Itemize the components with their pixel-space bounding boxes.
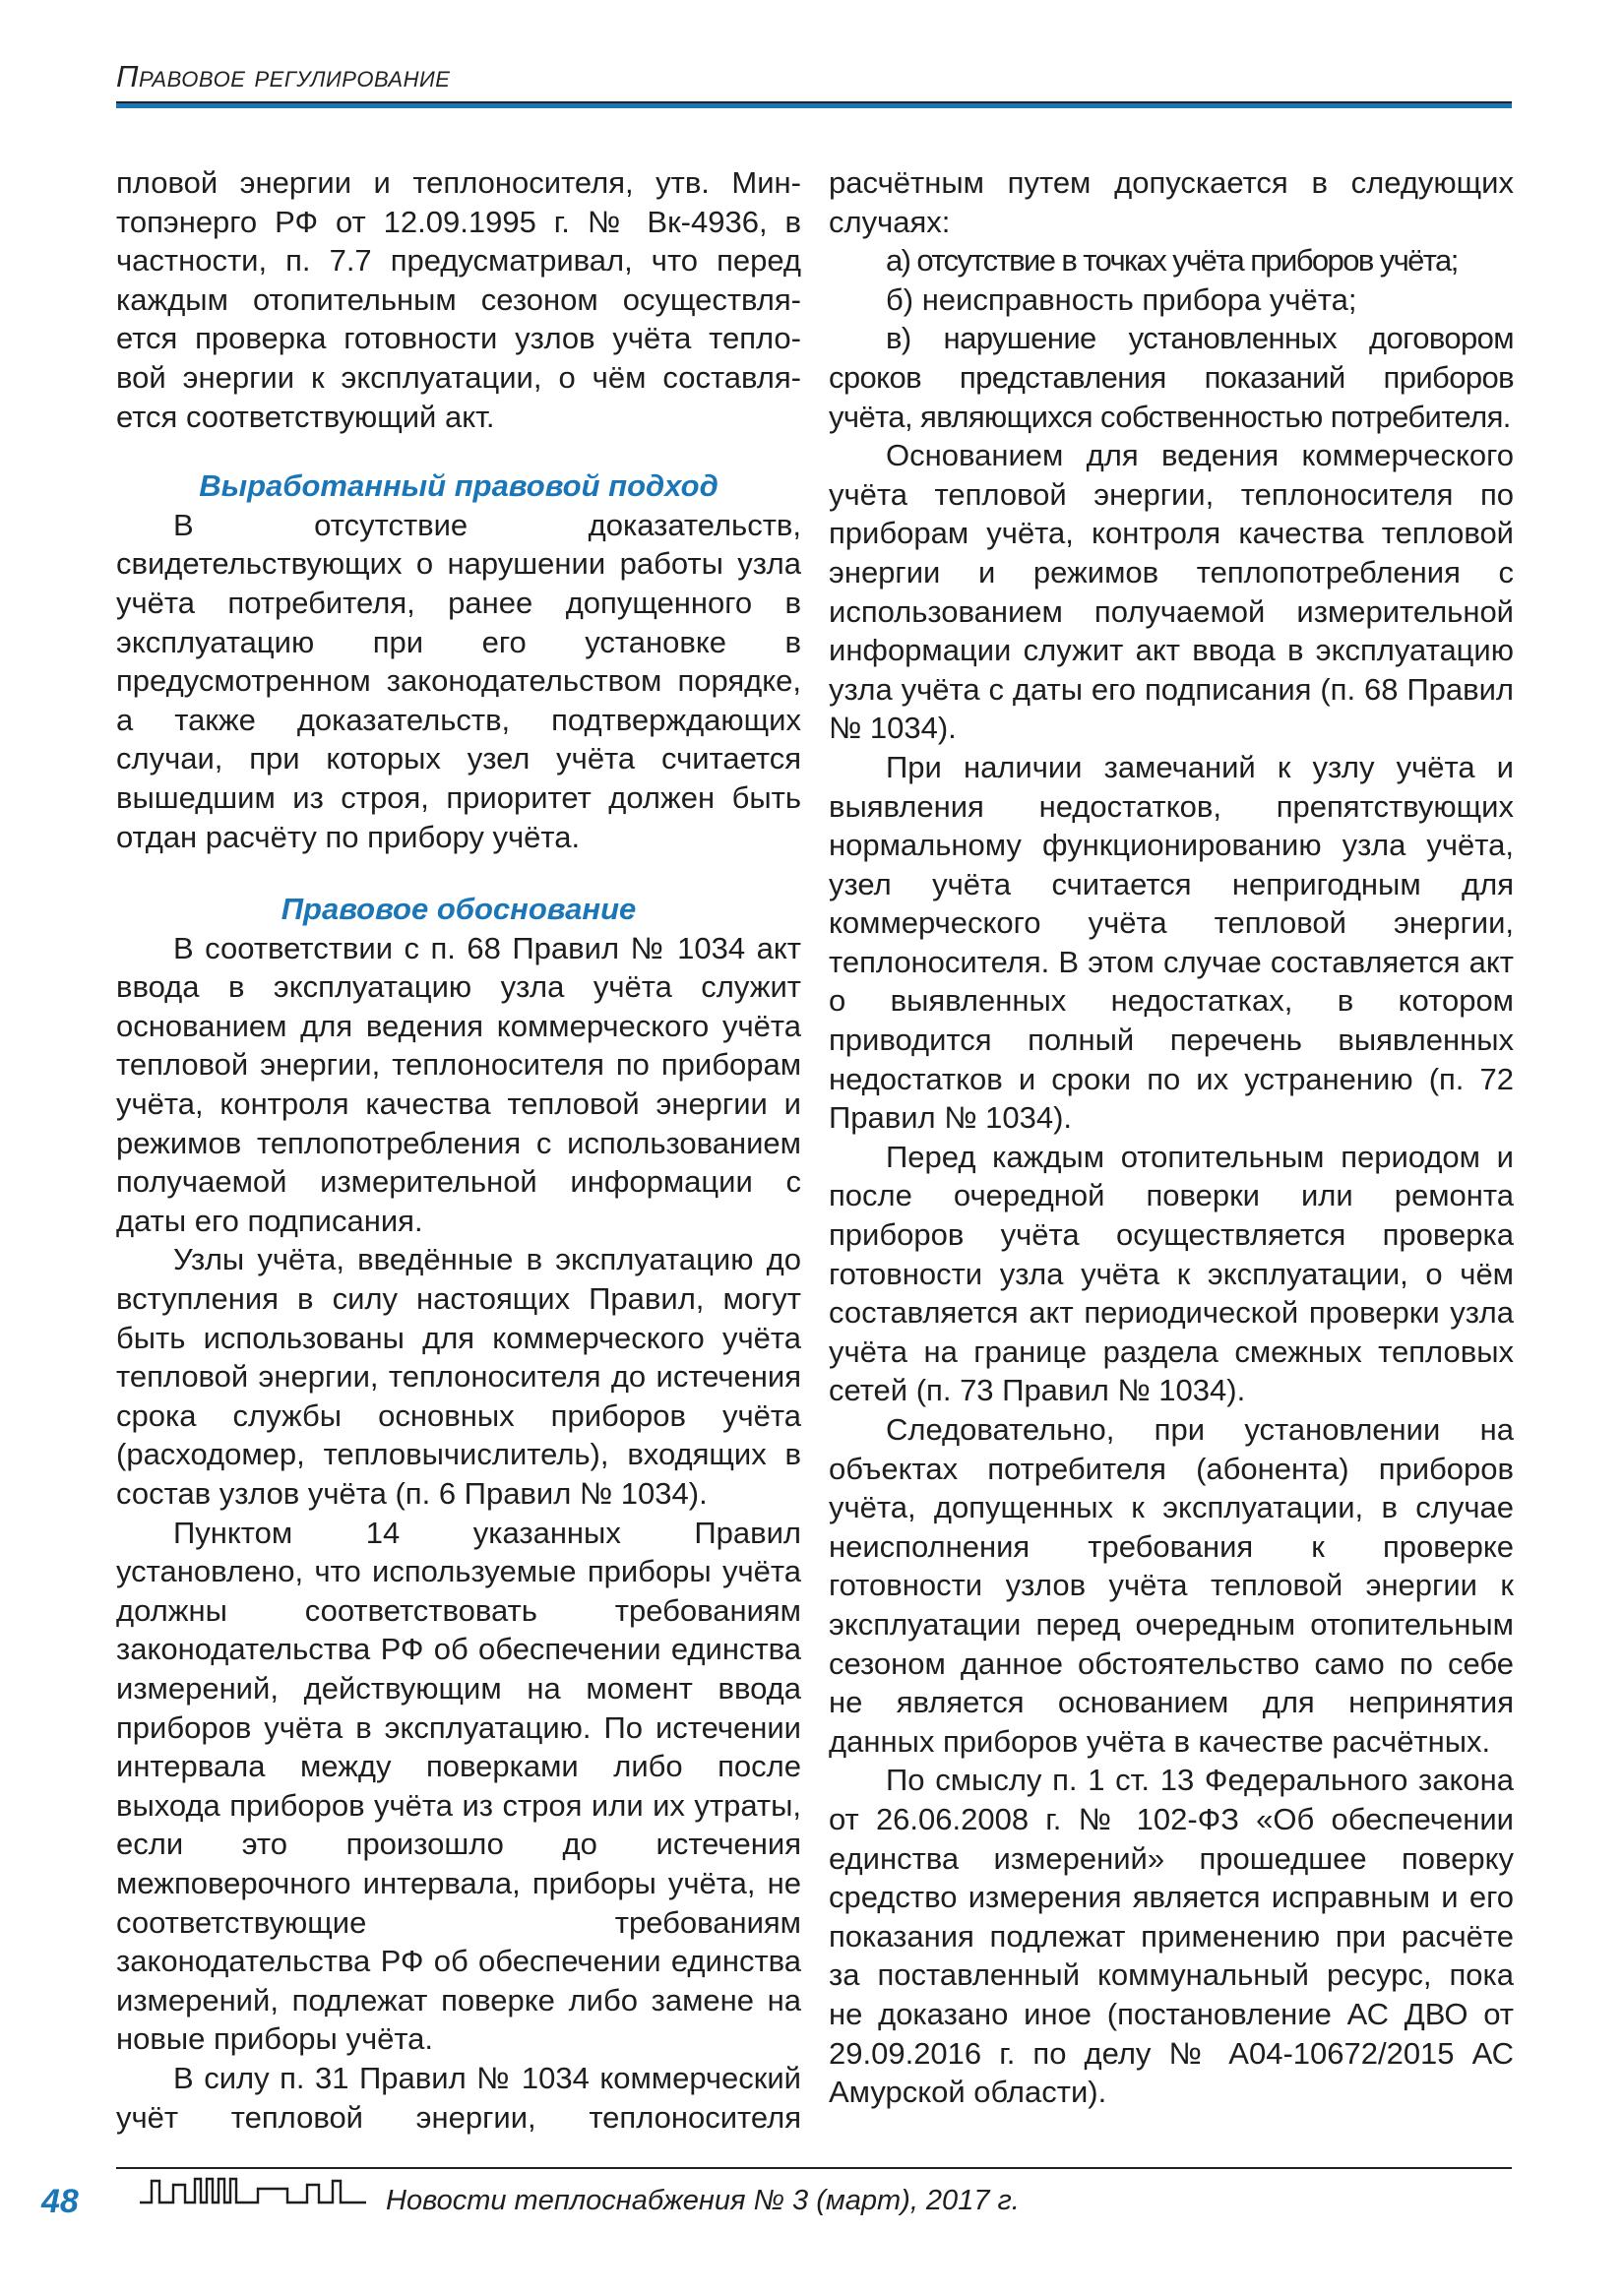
journal-title: Новости теплоснабжения № 3 (март), 2017 г. (386, 2185, 1020, 2216)
paragraph: В силу п. 31 Правил № 1034 коммерческий учёт тепловой энергии, теплоносителя (116, 2060, 801, 2135)
paragraph: Узлы учёта, введённые в эксплуатацию до вступления в силу настоящих Правил, могут быть использованы для коммерческого учёта тепловой энергии, теплоносителя до истечения срока службы основных приборов учёта (расходомер, тепловычислитель), входящих в состав узлов учёта (п. 6 Правил № 1034). (116, 1242, 801, 1511)
subheading-justification: Правовое обоснование (281, 892, 637, 927)
text-line: каждым отопительным сезоном осуществля- (116, 281, 801, 317)
text-line: ется проверка готовности узлов учёта тепло- (116, 321, 801, 356)
paragraph: Следовательно, при установлении на объектах потребителя (абонента) приборов учёта, допущенных к эксплуатации, в случае неисполнения требования к проверке готовности узлов учёта тепловой энергии к эксплуатации перед очередным отопительным сезоном данное обстоятельство само по себе не является основанием для непринятия данных приборов учёта в качестве расчётных. (829, 1412, 1514, 1759)
paragraph: Основанием для ведения коммерческого учёта тепловой энергии, теплоносителя по приборам учёта, контроля качества тепловой энергии и режимов теплопотребления с использованием получаемой измерительной информации служит акт ввода в эксплуатацию узла учёта с даты его подписания (п. 68 Правил № 1034). (829, 438, 1514, 746)
left-column (116, 163, 801, 2137)
footer-rule (116, 2167, 1512, 2169)
text-line: пловой энергии и теплоносителя, утв. Мин- (116, 165, 801, 200)
text-line: ется соответствующий акт. (116, 399, 495, 434)
paragraph: По смыслу п. 1 ст. 13 Федерального закона от 26.06.2008 г. № 102-ФЗ «Об обеспечении единства измерений» прошедшее поверку средство измерения является исправным и его показания подлежат применению при расчёте за поставленный коммунальный ресурс, пока не доказано иное (постановление АС ДВО от 29.09.2016 г. по делу № А04-10672/2015 АС Амурской области). (829, 1763, 1514, 2110)
paragraph: При наличии замечаний к узлу учёта и выявления недостатков, препятствующих нормальному функционированию узла учёта, узел учёта считается непригодным для коммерческого учёта тепловой энергии, теплоносителя. В этом случае составляется акт о выявленных недостатках, в котором приводится полный перечень выявленных недостатков и сроки по их устранению (п. 72 Правил № 1034). (829, 749, 1514, 1136)
text-line: вой энергии к эксплуатации, о чём составля- (116, 359, 801, 395)
list-item-b: б) неисправность прибора учёта; (886, 281, 1357, 317)
paragraph: В соответствии с п. 68 Правил № 1034 акт ввода в эксплуатацию узла учёта служит основанием для ведения коммерческого учёта тепловой энергии, теплоносителя по приборам учёта, контроля качества тепловой энергии и режимов теплопотребления с использованием получаемой измерительной информации с даты его подписания. (116, 930, 801, 1238)
paragraph: В отсутствие доказательств, свидетельствующих о нарушении работы узла учёта потребителя, ранее допущенного в эксплуатацию при его установке в предусмотренном законодательством порядке, а также доказательств, подтверждающих случаи, при которых узел учёта считается вышедшим из строя, приоритет должен быть отдан расчёту по прибору учёта. (116, 507, 801, 854)
pulse-logo-icon (140, 2173, 366, 2206)
text-line: частности, п. 7.7 предусматривал, что перед (116, 243, 801, 279)
paragraph: Перед каждым отопительным периодом и после очередной поверки или ремонта приборов учёта осуществляется проверка готовности узла учёта к эксплуатации, о чём составляется акт периодической проверки узла учёта на границе раздела смежных тепловых сетей (п. 73 Правил № 1034). (829, 1139, 1514, 1408)
list-item-c: в) нарушение установленных договором сроков представления показаний приборов учёта, являющихся собственностью потребителя. (829, 321, 1514, 434)
section-title: Правовое регулирование (116, 59, 451, 93)
right-column (829, 163, 1514, 2112)
subheading-approach: Выработанный правовой подход (199, 468, 718, 504)
list-item-a: а) отсутствие в точках учёта приборов учёта; (886, 243, 1458, 279)
text-line: топэнерго РФ от 12.09.1995 г. № Вк-4936, в (116, 204, 801, 239)
paragraph: Пунктом 14 указанных Правил установлено, что используемые приборы учёта должны соответствовать требованиям законодательства РФ об обеспечении единства измерений, действующим на момент ввода приборов учёта в эксплуатацию. По истечении интервала между поверками либо после выхода приборов учёта из строя или их утраты, если это произошло до истечения межповерочного интервала, приборы учёта, не соответствующие требованиям законодательства РФ об обеспечении единства измерений, подлежат поверке либо замене на новые приборы учёта. (116, 1515, 801, 2057)
header-accent-rule (116, 103, 1512, 108)
paragraph: расчётным путем допускается в следующих случаях: (829, 165, 1514, 239)
continued-paragraph (116, 163, 801, 436)
page-number: 48 (41, 2183, 79, 2220)
